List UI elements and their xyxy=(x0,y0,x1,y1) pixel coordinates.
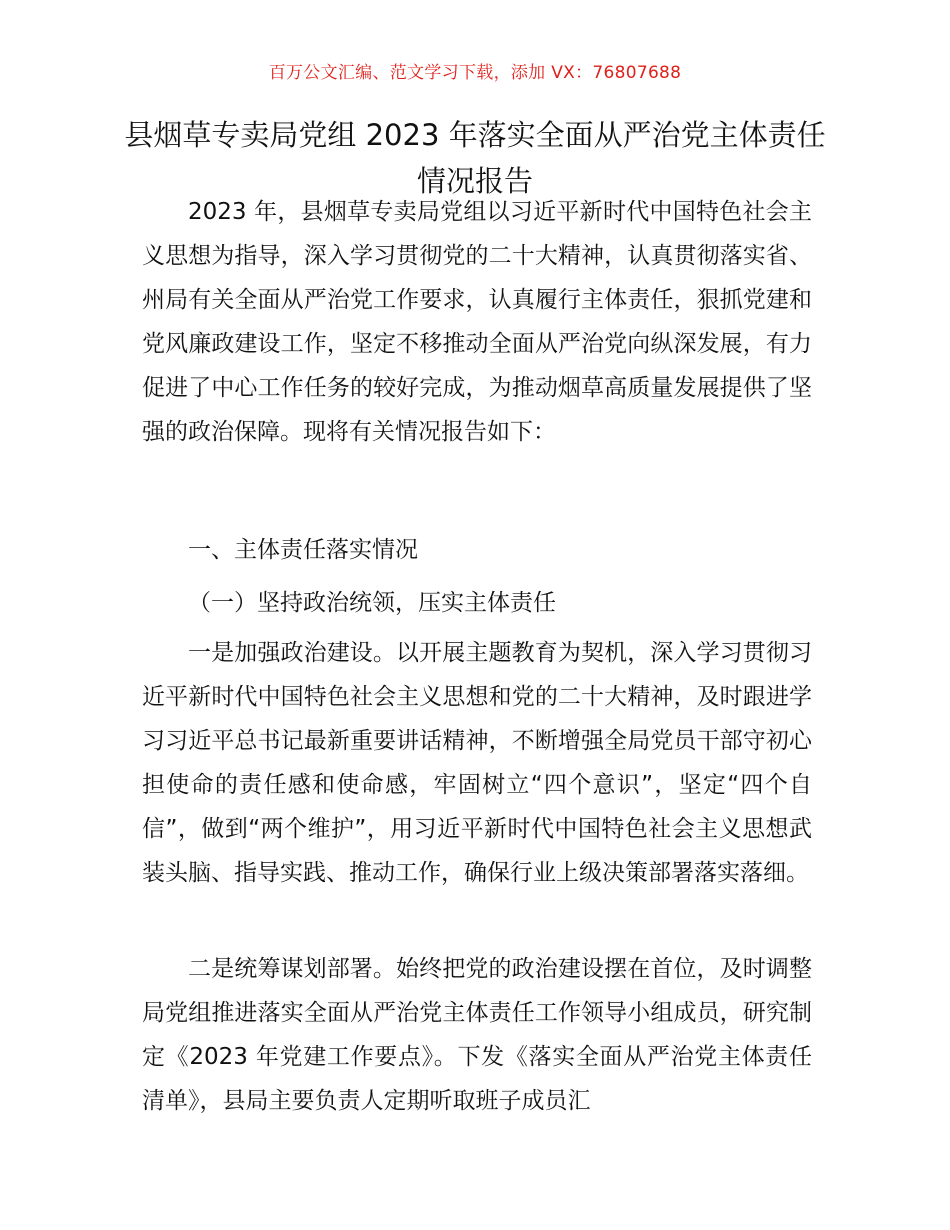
intro-paragraph: 2023 年，县烟草专卖局党组以习近平新时代中国特色社会主义思想为指导，深入学习贯彻党的二十大精神，认真贯彻落实省、州局有关全面从严治党工作要求，认真履行主体责任，狠抓党建和党风廉政建设工作，坚定不移推动全面从严治党向纵深发展，有力促进了中心工作任务的较好完成，为推动烟草高质量发展提供了坚强的政治保障。现将有关情况报告如下： xyxy=(142,199,812,445)
paragraph-political-building: 一是加强政治建设。以开展主题教育为契机，深入学习贯彻习近平新时代中国特色社会主义思想和党的二十大精神，及时跟进学习习近平总书记最新重要讲话精神，不断增强全局党员干部守初心担使命的责任感和使命感，牢固树立“四个意识”，坚定“四个自信”，做到“两个维护”，用习近平新时代中国特色社会主义思想武装头脑、指导实践、推动工作，确保行业上级决策部署落实落细。 xyxy=(142,640,812,886)
subsection-heading: （一）坚持政治统领，压实主体责任 xyxy=(188,590,556,616)
document-title: 县烟草专卖局党组 2023 年落实全面从严治党主体责任情况报告 xyxy=(124,118,826,198)
paragraph-planning-deployment: 二是统筹谋划部署。始终把党的政治建设摆在首位，及时调整局党组推进落实全面从严治党主体责任工作领导小组成员，研究制定《2023 年党建工作要点》。下发《落实全面从严治党主体责任清单》，县局主要负责人定期听取班子成员汇 xyxy=(142,956,812,1114)
section-heading: 一、主体责任落实情况 xyxy=(188,537,418,563)
header-banner: 百万公文汇编、范文学习下载，添加 VX：76807688 xyxy=(268,63,682,83)
